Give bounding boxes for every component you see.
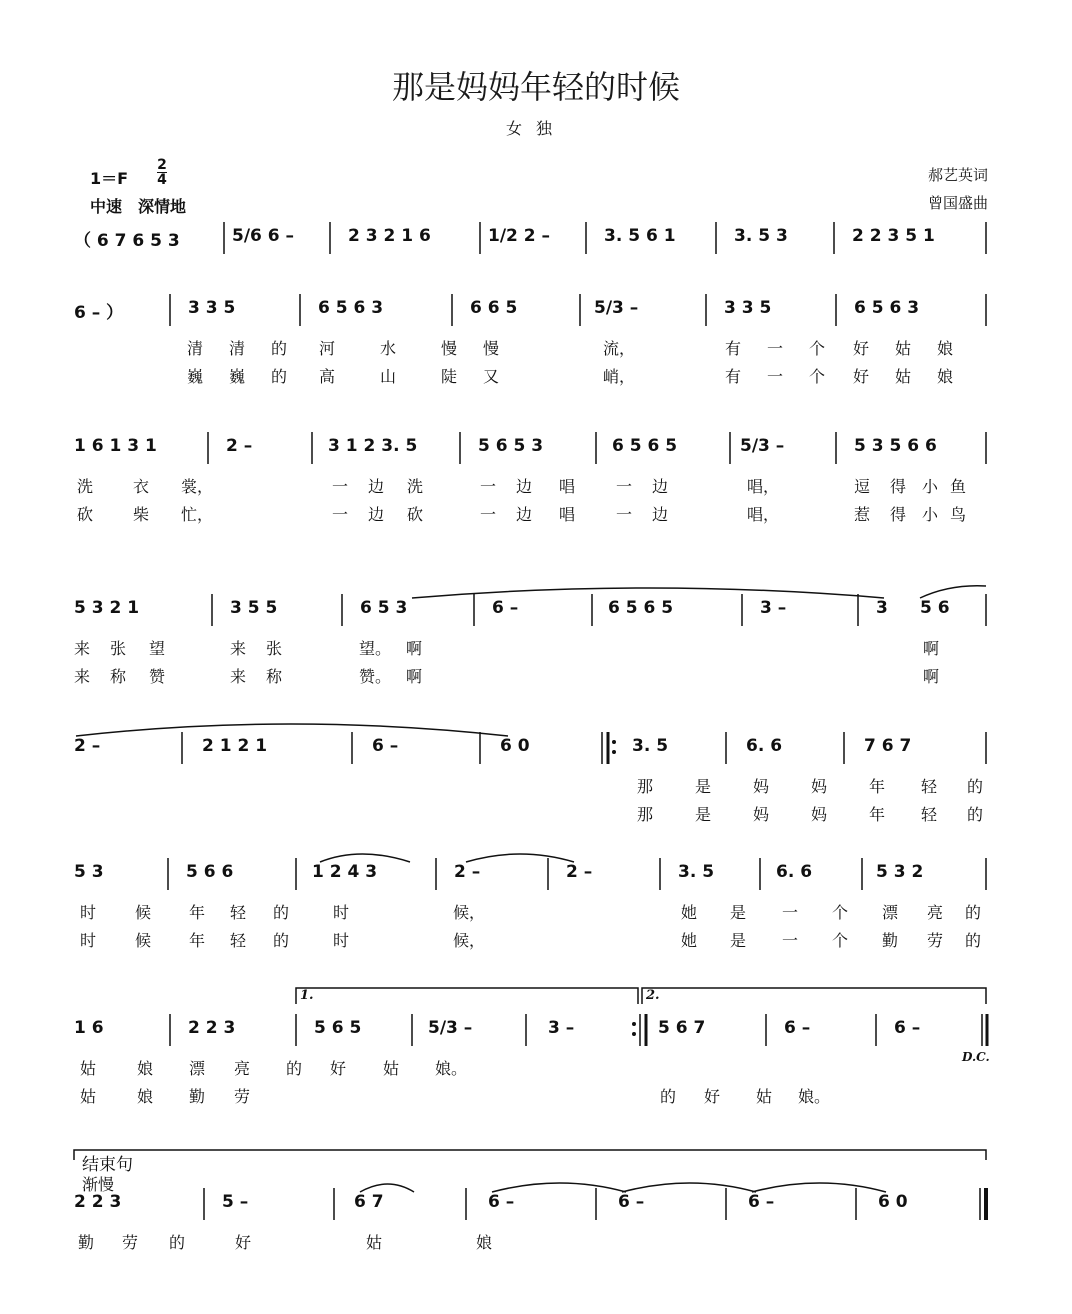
- lyric-char: 张: [109, 639, 126, 658]
- coda-bracket: [74, 1150, 986, 1160]
- lyric-char: 好: [852, 339, 869, 358]
- lyric-char: 亮: [233, 1059, 250, 1078]
- lyric-char: 惹: [853, 505, 870, 524]
- lyric-char: 清: [186, 339, 203, 358]
- lyric-char: 巍: [228, 367, 245, 386]
- lyric-char: 张: [265, 639, 282, 658]
- measure: 3: [876, 598, 888, 618]
- lyric-char: 来: [73, 667, 90, 686]
- volta-1-bracket: [296, 988, 638, 1004]
- lyric-char: 年: [188, 903, 205, 922]
- lyric-char: 时: [79, 903, 96, 922]
- measure: 6 –: [492, 598, 519, 618]
- lyric-char: 赞: [148, 667, 165, 686]
- measure: 6 5 3: [360, 598, 408, 618]
- lyric-char: 时: [79, 931, 96, 950]
- lyric-char: 河: [318, 339, 335, 358]
- measure: 3 1 2 3. 5: [328, 436, 418, 456]
- lyric-char: 一: [766, 367, 783, 386]
- tempo-marking: 中速 深情地: [90, 197, 187, 216]
- key-signature: 1＝F: [90, 169, 129, 188]
- measure: 5/3 –: [740, 436, 785, 456]
- measure: 6 –: [372, 736, 399, 756]
- measure: 5/3 –: [594, 298, 639, 318]
- lyric-char: 得: [889, 477, 906, 496]
- lyric-char: 勤: [77, 1233, 94, 1252]
- lyric-char: 的: [966, 777, 983, 796]
- tie: [622, 1183, 756, 1192]
- lyric-char: 流，: [602, 339, 635, 358]
- measure: 6 –: [894, 1018, 921, 1038]
- measure: 2 1 2 1: [202, 736, 268, 756]
- lyric-char: 劳: [121, 1233, 138, 1252]
- lyric-char: 小: [921, 505, 938, 524]
- lyric-char: 轻: [229, 931, 246, 950]
- lyric-char: 来: [229, 667, 246, 686]
- lyric-char: 边: [515, 505, 532, 524]
- measure: 5/3 –: [428, 1018, 473, 1038]
- measure: 6 5 6 5: [612, 436, 678, 456]
- lyric-char: 漂: [188, 1059, 205, 1078]
- lyric-char: 妈: [810, 777, 827, 796]
- measure: 5/6 6 –: [232, 226, 295, 246]
- measure: 3. 5 6 1: [604, 226, 676, 246]
- lyric-char: 是: [729, 903, 746, 922]
- lyric-char: 姑: [755, 1087, 772, 1106]
- lyric-char: 个: [831, 931, 848, 950]
- lyric-char: 她: [680, 931, 697, 950]
- measure: 3 3 5: [724, 298, 772, 318]
- volta-2-label: 2.: [646, 988, 660, 1003]
- tie: [492, 1183, 626, 1192]
- lyric-char: 称: [265, 667, 282, 686]
- measure: 3 3 5: [188, 298, 236, 318]
- measure: 3 5 5: [230, 598, 278, 618]
- volta-2-bracket: [642, 988, 986, 1004]
- lyric-char: 姑: [365, 1233, 382, 1252]
- lyric-char: 劳: [233, 1087, 250, 1106]
- measure: 1 2 4 3: [312, 862, 378, 882]
- lyric-char: 望: [148, 639, 165, 658]
- lyricist-credit: 郝艺英词: [927, 166, 988, 184]
- lyric-char: 时: [332, 931, 349, 950]
- lyric-char: 边: [651, 505, 668, 524]
- lyric-char: 啊: [405, 667, 422, 686]
- lyric-char: 妈: [752, 777, 769, 796]
- lyric-char: 娘: [136, 1059, 153, 1078]
- lyric-char: 的: [272, 903, 289, 922]
- lyric-char: 啊: [405, 639, 422, 658]
- measure: 5 6 5 3: [478, 436, 544, 456]
- measure: 5 3: [74, 862, 104, 882]
- lyric-char: 砍: [76, 505, 93, 524]
- lyric-char: 轻: [229, 903, 246, 922]
- lyric-char: 那: [636, 805, 653, 824]
- measure: 3 –: [548, 1018, 575, 1038]
- lyric-char: 一: [615, 505, 632, 524]
- lyric-char: 亮: [926, 903, 943, 922]
- lyric-char: 山: [379, 367, 396, 386]
- measure: 6 0: [500, 736, 530, 756]
- measure: 6. 6: [746, 736, 783, 756]
- measure: 2 –: [226, 436, 253, 456]
- lyric-char: 妈: [752, 805, 769, 824]
- lyric-char: 是: [694, 777, 711, 796]
- lyric-char: 慢: [482, 339, 499, 358]
- lyric-char: 啊: [922, 639, 939, 658]
- measure: 6 5 6 5: [608, 598, 674, 618]
- lyric-char: 啊: [922, 667, 939, 686]
- repeat-dot: [632, 1032, 636, 1036]
- tie: [466, 854, 574, 862]
- song-subtitle: 女独: [505, 119, 566, 138]
- measure: 2 –: [454, 862, 481, 882]
- lyric-char: 一: [781, 931, 798, 950]
- lyric-char: 娘: [475, 1233, 492, 1252]
- lyric-char: 候: [134, 903, 151, 922]
- lyric-char: 砍: [406, 505, 423, 524]
- lyric-char: 清: [228, 339, 245, 358]
- lyric-char: 候: [134, 931, 151, 950]
- measure: 6 –: [784, 1018, 811, 1038]
- lyric-char: 娘: [936, 367, 953, 386]
- measure: 6 0: [878, 1192, 908, 1212]
- lyric-char: 柴: [132, 505, 149, 524]
- measure: 6 7: [354, 1192, 384, 1212]
- lyric-char: 的: [964, 931, 981, 950]
- lyric-char: 一: [479, 505, 496, 524]
- lyric-char: 好: [234, 1233, 251, 1252]
- slur: [920, 586, 986, 598]
- measure: 1 6: [74, 1018, 104, 1038]
- lyric-char: 得: [889, 505, 906, 524]
- lyric-char: 妈: [810, 805, 827, 824]
- lyric-char: 勤: [881, 931, 898, 950]
- lyric-char: 唱，: [746, 477, 779, 496]
- lyric-char: 洗: [76, 477, 93, 496]
- repeat-dot: [612, 750, 616, 754]
- lyric-char: 边: [367, 505, 384, 524]
- lyric-char: 高: [318, 367, 335, 386]
- lyric-char: 个: [808, 339, 825, 358]
- measure: 3 –: [760, 598, 787, 618]
- lyric-char: 有: [724, 367, 741, 386]
- measure: 6 –: [618, 1192, 645, 1212]
- measure: 1/2 2 –: [488, 226, 551, 246]
- measure: 3. 5 3: [734, 226, 788, 246]
- lyric-char: 姑: [382, 1059, 399, 1078]
- composer-credit: 曾国盛曲: [927, 194, 988, 212]
- lyric-char: 的: [659, 1087, 676, 1106]
- volta-1-label: 1.: [300, 988, 314, 1003]
- lyric-char: 好: [852, 367, 869, 386]
- coda-tempo: 渐慢: [82, 1175, 115, 1194]
- lyric-char: 的: [168, 1233, 185, 1252]
- lyric-char: 她: [680, 903, 697, 922]
- measure: 5 3 5 6 6: [854, 436, 937, 456]
- lyric-char: 峭，: [602, 367, 635, 386]
- lyric-char: 姑: [894, 339, 911, 358]
- measure: 5 6 6: [186, 862, 234, 882]
- lyric-char: 那: [636, 777, 653, 796]
- repeat-dot: [632, 1022, 636, 1026]
- lyric-char: 年: [868, 805, 885, 824]
- lyric-char: 个: [831, 903, 848, 922]
- lyric-char: 一: [331, 477, 348, 496]
- lyric-char: 鸟: [949, 505, 966, 524]
- lyric-char: 劳: [926, 931, 943, 950]
- lyric-char: 姑: [894, 367, 911, 386]
- lyric-char: 娘。: [434, 1059, 467, 1078]
- lyric-char: 小: [921, 477, 938, 496]
- lyric-char: 姑: [79, 1059, 96, 1078]
- lyric-char: 一: [781, 903, 798, 922]
- lyric-char: 是: [694, 805, 711, 824]
- lyric-char: 边: [367, 477, 384, 496]
- lyric-char: 轻: [920, 777, 937, 796]
- measure: 3. 5: [632, 736, 669, 756]
- lyric-char: 唱，: [746, 505, 779, 524]
- slur: [360, 1184, 414, 1192]
- lyric-char: 陡: [440, 367, 457, 386]
- measure: 1 6 1 3 1: [74, 436, 157, 456]
- measure: 6 5 6 3: [854, 298, 920, 318]
- lyric-char: 娘。: [797, 1087, 830, 1106]
- lyric-char: 的: [270, 339, 287, 358]
- lyric-char: 的: [272, 931, 289, 950]
- lyric-char: 一: [479, 477, 496, 496]
- lyric-char: 望。: [358, 639, 391, 658]
- tie: [412, 588, 884, 598]
- measure: 2 –: [566, 862, 593, 882]
- measure: 3. 5: [678, 862, 715, 882]
- lyric-char: 来: [73, 639, 90, 658]
- measure: 6 – ）: [74, 303, 124, 323]
- lyric-char: 衣: [132, 477, 149, 496]
- measure: 5 6 7: [658, 1018, 706, 1038]
- lyric-char: 巍: [186, 367, 203, 386]
- lyric-char: 又: [482, 367, 499, 386]
- lyric-char: 轻: [920, 805, 937, 824]
- measure: 2 3 2 1 6: [348, 226, 431, 246]
- measure: 5 –: [222, 1192, 249, 1212]
- lyric-char: 勤: [188, 1087, 205, 1106]
- dc-marking: D.C.: [962, 1050, 990, 1064]
- measure: 2 2 3 5 1: [852, 226, 935, 246]
- repeat-dot: [612, 740, 616, 744]
- lyric-char: 称: [109, 667, 126, 686]
- lyric-char: 洗: [406, 477, 423, 496]
- lyric-char: 候，: [452, 931, 485, 950]
- time-signature: 2 4: [157, 157, 167, 188]
- measure: 6 –: [748, 1192, 775, 1212]
- lyric-char: 年: [868, 777, 885, 796]
- lyric-char: 的: [270, 367, 287, 386]
- lyric-char: 边: [651, 477, 668, 496]
- coda-label: 结束句: [82, 1155, 133, 1175]
- measure: 5 3 2 1: [74, 598, 140, 618]
- lyric-char: 娘: [136, 1087, 153, 1106]
- lyric-char: 唱: [558, 505, 575, 524]
- lyric-char: 逗: [853, 477, 870, 496]
- measure: 6. 6: [776, 862, 813, 882]
- lyric-char: 候，: [452, 903, 485, 922]
- measure: （ 6 7 6 5 3: [74, 231, 180, 251]
- measure: 6 6 5: [470, 298, 518, 318]
- measure: 6 –: [488, 1192, 515, 1212]
- lyric-char: 年: [188, 931, 205, 950]
- lyric-char: 裳，: [180, 477, 213, 496]
- lyric-char: 的: [966, 805, 983, 824]
- lyric-char: 一: [766, 339, 783, 358]
- lyric-char: 时: [332, 903, 349, 922]
- lyric-char: 有: [724, 339, 741, 358]
- measure: 5 6 5: [314, 1018, 362, 1038]
- measure: 2 2 3: [74, 1192, 122, 1212]
- lyric-char: 一: [615, 477, 632, 496]
- lyric-char: 是: [729, 931, 746, 950]
- measure: 5 3 2: [876, 862, 924, 882]
- lyric-char: 来: [229, 639, 246, 658]
- measure: 2 2 3: [188, 1018, 236, 1038]
- lyric-char: 个: [808, 367, 825, 386]
- lyric-char: 边: [515, 477, 532, 496]
- lyric-char: 漂: [881, 903, 898, 922]
- slur: [320, 854, 410, 862]
- lyric-char: 娘: [936, 339, 953, 358]
- lyric-char: 的: [964, 903, 981, 922]
- lyric-char: 慢: [440, 339, 457, 358]
- lyric-char: 鱼: [949, 477, 966, 496]
- lyric-char: 忙，: [180, 505, 213, 524]
- tie: [76, 724, 508, 736]
- measure: 7 6 7: [864, 736, 912, 756]
- lyric-char: 一: [331, 505, 348, 524]
- lyric-char: 唱: [558, 477, 575, 496]
- measure: 2 –: [74, 736, 101, 756]
- lyric-char: 好: [329, 1059, 346, 1078]
- lyric-char: 水: [379, 339, 396, 358]
- measure: 5 6: [920, 598, 950, 618]
- lyric-char: 好: [703, 1087, 720, 1106]
- lyric-char: 的: [285, 1059, 302, 1078]
- tie: [752, 1183, 886, 1192]
- measure: 6 5 6 3: [318, 298, 384, 318]
- lyric-char: 姑: [79, 1087, 96, 1106]
- lyric-char: 赞。: [358, 667, 391, 686]
- song-title: 那是妈妈年轻的时候: [391, 68, 680, 106]
